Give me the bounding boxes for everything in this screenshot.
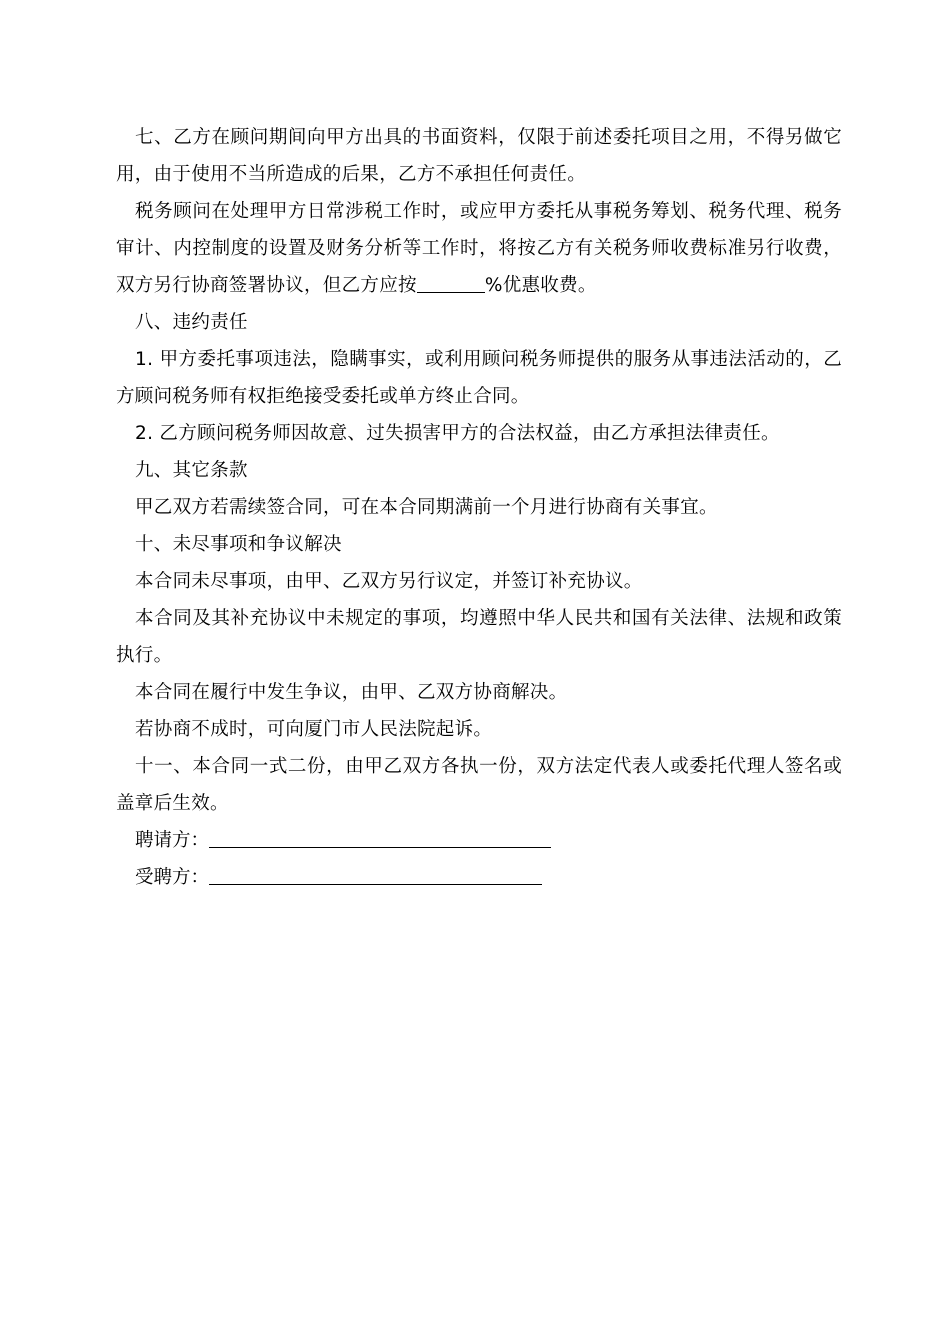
section-10-paragraph-2: 本合同及其补充协议中未规定的事项，均遵照中华人民共和国有关法律、法规和政策执行。	[116, 608, 842, 666]
fee-text-before: 税务顾问在处理甲方日常涉税工作时，或应甲方委托从事税务筹划、税务代理、税务审计、内控制度的设置及财务分析等工作时，将按乙方有关税务师收费标准另行收费，双方另行协商签署协议，但乙方应按	[116, 201, 842, 296]
section-8-title: 八、违约责任	[135, 312, 248, 333]
document-page	[116, 119, 842, 896]
section-8-item-2: 2. 乙方顾问税务师因故意、过失损害甲方的合法权益，由乙方承担法律责任。	[135, 423, 780, 444]
tax-advisor-fee-paragraph	[116, 193, 842, 304]
section-11-text: 十一、本合同一式二份，由甲乙双方各执一份，双方法定代表人或委托代理人签名或盖章后生效。	[116, 756, 842, 814]
section-10-paragraph-3: 本合同在履行中发生争议，由甲、乙双方协商解决。	[135, 682, 568, 703]
employer-label: 聘请方：	[135, 830, 210, 851]
section-10-title: 十、未尽事项和争议解决	[135, 534, 342, 555]
clause-7-paragraph: 七、乙方在顾问期间向甲方出具的书面资料，仅限于前述委托项目之用，不得另做它用，由于使用不当所造成的后果，乙方不承担任何责任。	[116, 127, 842, 185]
section-10-paragraph-4: 若协商不成时，可向厦门市人民法院起诉。	[135, 719, 493, 740]
section-9-title: 九、其它条款	[135, 460, 248, 481]
employee-signature-line	[116, 859, 842, 896]
section-10-paragraph-1: 本合同未尽事项，由甲、乙双方另行议定，并签订补充协议。	[135, 571, 643, 592]
employer-signature-blank[interactable]	[209, 827, 551, 848]
employer-signature-line	[116, 822, 842, 859]
employee-signature-blank[interactable]	[209, 864, 542, 885]
section-9-text: 甲乙双方若需续签合同，可在本合同期满前一个月进行协商有关事宜。	[135, 497, 718, 518]
section-8-item-1: 1. 甲方委托事项违法，隐瞒事实，或利用顾问税务师提供的服务从事违法活动的，乙方顾问税务师有权拒绝接受委托或单方终止合同。	[116, 349, 842, 407]
discount-rate-blank[interactable]	[417, 272, 485, 293]
fee-text-after: %优惠收费。	[484, 275, 597, 296]
employee-label: 受聘方：	[135, 867, 210, 888]
